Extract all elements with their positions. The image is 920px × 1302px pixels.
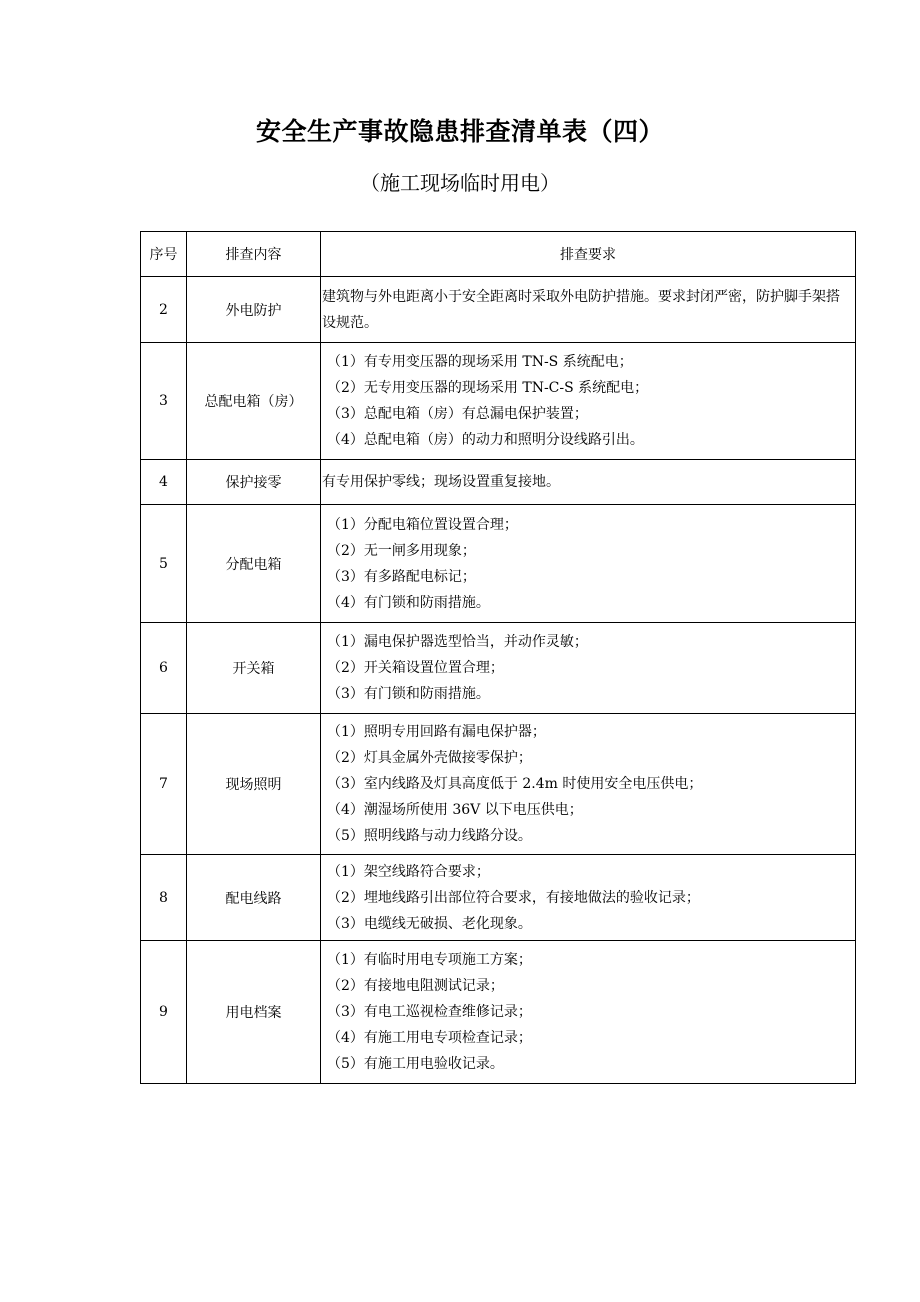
- requirement-line: （1）有临时用电专项施工方案；: [327, 952, 532, 968]
- row-item: 开关箱: [187, 623, 321, 714]
- row-item: 保护接零: [187, 460, 321, 505]
- requirement-line: （4）有施工用电专项检查记录；: [327, 1030, 532, 1046]
- table-row: [141, 505, 856, 623]
- row-requirements: [321, 505, 856, 623]
- row-item: 用电档案: [187, 941, 321, 1084]
- checklist-table: [140, 231, 856, 1084]
- requirement-line: （1）分配电箱位置设置合理；: [327, 516, 518, 533]
- requirement-line: （2）无一闸多用现象；: [327, 542, 476, 559]
- table-row: [141, 623, 856, 714]
- table-header-row: [141, 232, 856, 277]
- table-row: [141, 714, 856, 855]
- requirement-line: （5）有施工用电验收记录。: [327, 1056, 504, 1072]
- requirement-line: （5）照明线路与动力线路分设。: [327, 828, 532, 844]
- row-requirements: [321, 714, 856, 855]
- row-item: 分配电箱: [187, 505, 321, 623]
- row-item: 配电线路: [187, 855, 321, 941]
- row-number: 5: [141, 505, 187, 623]
- requirement-line: （4）有门锁和防雨措施。: [327, 594, 490, 611]
- requirement-line: （2）有接地电阻测试记录；: [327, 978, 504, 994]
- row-requirements: [321, 277, 856, 343]
- requirement-line: （2）灯具金属外壳做接零保护；: [327, 750, 532, 766]
- row-item: 现场照明: [187, 714, 321, 855]
- requirement-line: 有专用保护零线；现场设置重复接地。: [322, 474, 560, 490]
- requirement-line: 建筑物与外电距离小于安全距离时采取外电防护措施。要求封闭严密，防护脚手架搭设规范。: [322, 288, 840, 331]
- table-row: [141, 855, 856, 941]
- row-requirements: [321, 941, 856, 1084]
- requirement-line: （1）有专用变压器的现场采用 TN-S 系统配电；: [327, 354, 633, 370]
- requirement-line: （3）电缆线无破损、老化现象。: [327, 915, 532, 932]
- row-requirements: [321, 460, 856, 505]
- requirement-line: （2）无专用变压器的现场采用 TN-C-S 系统配电；: [327, 380, 649, 396]
- requirement-line: （1）架空线路符合要求；: [327, 863, 490, 880]
- requirement-line: （2）埋地线路引出部位符合要求，有接地做法的验收记录；: [327, 889, 700, 906]
- requirement-line: （1）照明专用回路有漏电保护器；: [327, 724, 546, 740]
- row-requirements: [321, 855, 856, 941]
- requirement-line: （1）漏电保护器选型恰当，并动作灵敏；: [327, 634, 588, 650]
- row-number: 9: [141, 941, 187, 1084]
- page-subtitle: （施工现场临时用电）: [360, 171, 560, 195]
- header-item: 排查内容: [187, 232, 321, 277]
- row-number: 7: [141, 714, 187, 855]
- page-title: 安全生产事故隐患排查清单表（四）: [255, 117, 664, 146]
- requirement-line: （4）潮湿场所使用 36V 以下电压供电；: [327, 802, 583, 818]
- row-requirements: [321, 343, 856, 460]
- table-row: [141, 277, 856, 343]
- row-number: 3: [141, 343, 187, 460]
- table-row: [141, 460, 856, 505]
- requirement-line: （3）总配电箱（房）有总漏电保护装置；: [327, 406, 588, 422]
- row-item: 外电防护: [187, 277, 321, 343]
- requirement-line: （3）有多路配电标记；: [327, 568, 476, 585]
- requirement-line: （2）开关箱设置位置合理；: [327, 660, 504, 676]
- requirement-line: （3）有电工巡视检查维修记录；: [327, 1004, 532, 1020]
- row-requirements: [321, 623, 856, 714]
- table-row: [141, 941, 856, 1084]
- row-number: 6: [141, 623, 187, 714]
- row-item: 总配电箱（房）: [187, 343, 321, 460]
- requirement-line: （4）总配电箱（房）的动力和照明分设线路引出。: [327, 432, 644, 448]
- header-no: 序号: [141, 232, 187, 277]
- row-number: 4: [141, 460, 187, 505]
- requirement-line: （3）室内线路及灯具高度低于 2.4m 时使用安全电压供电；: [327, 776, 703, 792]
- requirement-line: （3）有门锁和防雨措施。: [327, 686, 490, 702]
- header-requirements: 排查要求: [321, 232, 856, 277]
- row-number: 2: [141, 277, 187, 343]
- table-row: [141, 343, 856, 460]
- row-number: 8: [141, 855, 187, 941]
